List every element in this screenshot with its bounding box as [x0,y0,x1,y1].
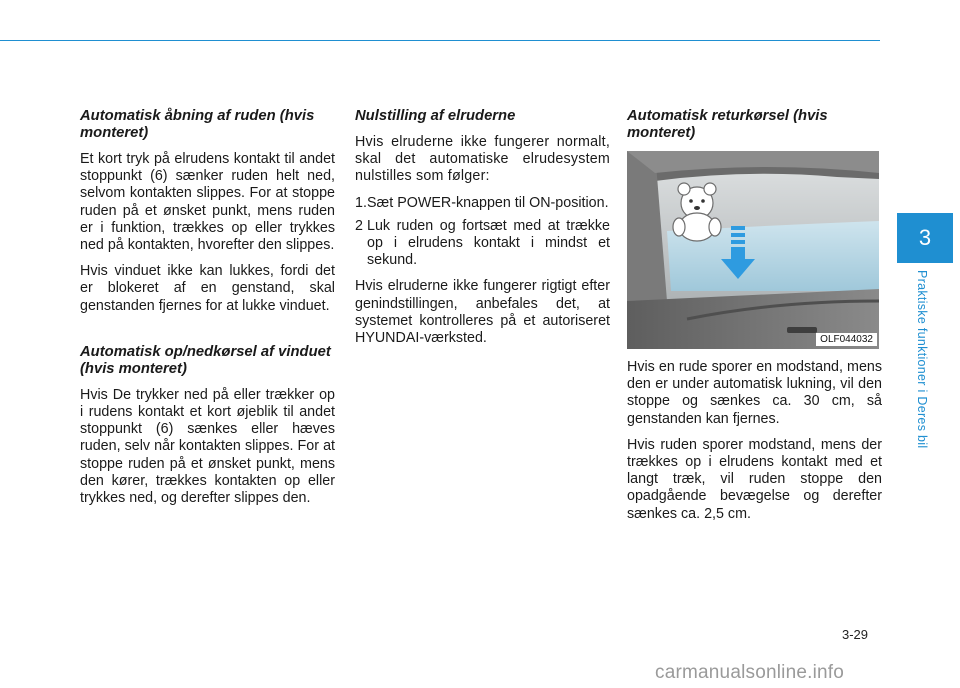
paragraph: Et kort tryk på elrudens kontakt til andet stoppunkt (6) sænker ruden helt ned, selvom kontakten slippes. For at stoppe ruden på et ønsket punkt, mens ruden er i funktion, trækkes op eller trykkes ned på kontakten, hvorefter den slippes. [80,151,335,254]
chapter-number: 3 [918,225,932,250]
heading-auto-up-down: Automatisk op/nedkørsel af vinduet (hvis monteret) [80,343,331,377]
paragraph: Hvis vinduet ikke kan lukkes, fordi det er blokeret af en genstand, skal genstanden fjernes for at lukke vinduet. [80,263,335,314]
list-item-text: Luk ruden og fortsæt med at trække op i elrudens kontakt i mindst et sekund. [367,217,610,269]
list-item-number: 1. [355,194,367,211]
heading-auto-reverse: Automatisk returkørsel (hvis monteret) [627,108,828,141]
list-item-number: 2 [355,217,363,234]
page-number: 3-29 [842,627,869,642]
heading-reset: Nulstilling af elruderne [355,108,516,124]
paragraph: Hvis De trykker ned på eller trækker op i rudens kontakt et kort øjeblik til andet stoppunkt (6) sænkes eller hæves ruden, selv når kontakten slippes. For at stoppe ruden på et ønsket punkt, mens den kører, trækkes kontakten op eller trykkes ned, og derefter slippes den. [80,386,335,507]
window-illustration [627,151,879,349]
chapter-title: Praktiske funktioner i Deres bil [915,270,929,449]
paragraph: Hvis en rude sporer en modstand, mens den er under automatisk lukning, vil den stoppe og sænkes ca. 30 cm, så genstanden kan fjernes. [627,359,882,427]
header-rule [0,40,880,41]
heading-auto-open: Automatisk åbning af ruden (hvis monteret) [80,108,315,141]
column-middle [355,108,610,356]
figure-code: OLF044032 [816,333,877,346]
chapter-tab [897,213,953,263]
paragraph: Hvis elruderne ikke fungerer normalt, skal det automatiske elrudesystem nulstilles som følger: [355,134,610,185]
car-window-illustration [627,151,879,349]
paragraph: Hvis ruden sporer modstand, mens der trækkes op i elrudens kontakt med et langt træk, vil ruden stoppe den opadgående bevægelse og derefter sænkes ca. 2,5 cm. [627,436,882,522]
watermark: carmanualsonline.info [655,662,845,683]
list-item [355,218,610,270]
reset-steps [355,195,610,270]
list-item-text: Sæt POWER-knappen til ON-position. [367,194,609,211]
paragraph: Hvis elruderne ikke fungerer rigtigt efter genindstillingen, anbefales det, at systemet kontrolleres på et autoriseret HYUNDAI-værksted. [355,278,610,347]
column-right [627,108,882,532]
list-item [355,195,610,212]
column-left [80,108,335,516]
